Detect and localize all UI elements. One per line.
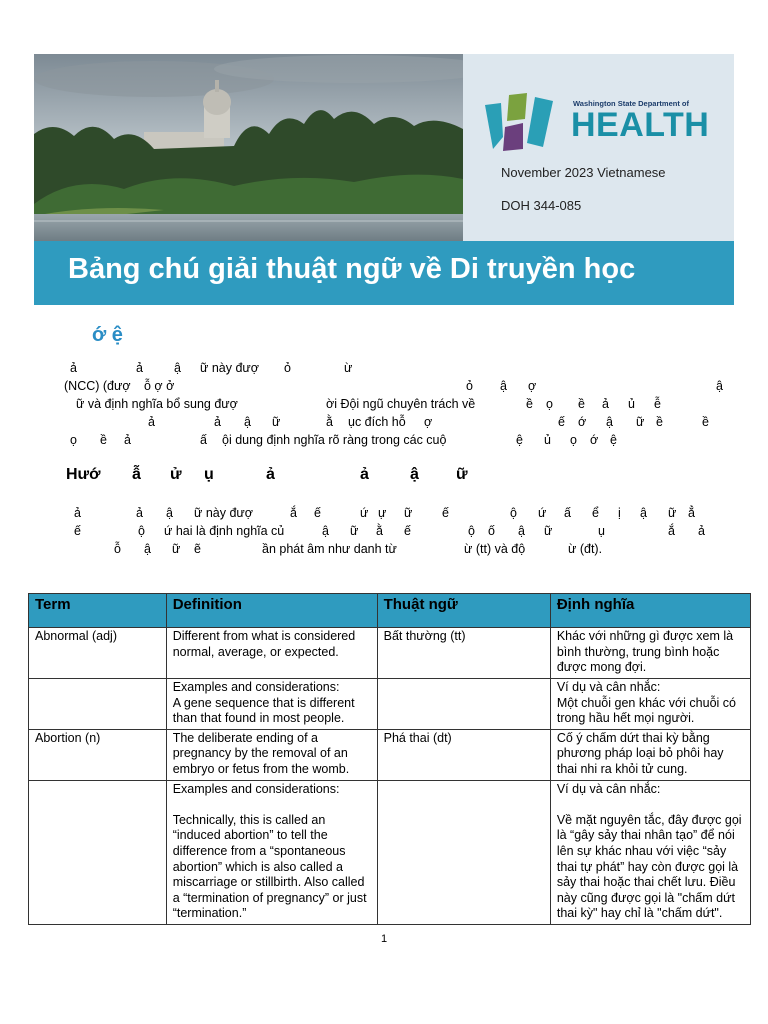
definition-cell: The deliberate ending of a pregnancy by the removal of an embryo or fetus from the womb. [166, 729, 377, 780]
header-definition-vi: Định nghĩa [550, 594, 750, 628]
definition-vi-cell: Ví dụ và cân nhắc: Về mặt nguyên tắc, đây được gọi là “gây sảy thai nhân tạo” để nói lên sự khác nhau với việc “sảy thai tự phát” hay còn được gọi là sảy thai hoặc thai chết lưu. Điều này cũng được gọi là "chấm dứt thai kỳ" hay chỉ là "chấm dứt". [550, 780, 750, 924]
definition-cell: Different from what is considered normal, average, or expected. [166, 628, 377, 679]
term-cell [29, 679, 167, 730]
term-vi-cell: Phá thai (dt) [377, 729, 550, 780]
table-header-row [29, 594, 751, 628]
table-row [29, 780, 751, 924]
page-number: 1 [380, 933, 388, 945]
term-vi-cell: Bất thường (tt) [377, 628, 550, 679]
title-banner [34, 241, 734, 305]
header-photo [34, 54, 463, 241]
definition-cell: Examples and considerations: A gene sequence that is different than that found in most people. [166, 679, 377, 730]
publication-date: November 2023 Vietnamese [501, 165, 666, 180]
definition-vi-cell: Ví dụ và cân nhắc: Một chuỗi gen khác với chuỗi có trong hầu hết mọi người. [550, 679, 750, 730]
table-row [29, 628, 751, 679]
term-vi-cell [377, 780, 550, 924]
logo-panel [463, 54, 734, 241]
page-title: Bảng chú giải thuật ngữ về Di truyền học [68, 253, 636, 285]
intro-heading: ớ ệ [92, 324, 123, 346]
logo-org-text: Washington State Department of [573, 99, 689, 108]
term-vi-cell [377, 679, 550, 730]
table-row [29, 679, 751, 730]
glossary-table [28, 593, 751, 925]
header-definition: Definition [166, 594, 377, 628]
logo-word: HEALTH [571, 106, 710, 144]
definition-vi-cell: Cố ý chấm dứt thai kỳ bằng phương pháp loại bỏ phôi hay thai nhi ra khỏi tử cung. [550, 729, 750, 780]
definition-vi-cell: Khác với những gì được xem là bình thường, trung bình hoặc được mong đợi. [550, 628, 750, 679]
term-cell: Abnormal (adj) [29, 628, 167, 679]
document-number: DOH 344-085 [501, 198, 582, 213]
term-cell [29, 780, 167, 924]
header-term-vi: Thuật ngữ [377, 594, 550, 628]
definition-cell: Examples and considerations: Technically, this is called an “induced abortion” to tell the difference from a “spontaneous abortion” which is also called a miscarriage or stillbirth. Also called a “termination of pregnancy” or just “termination.” [166, 780, 377, 924]
table-row [29, 729, 751, 780]
header-term: Term [29, 594, 167, 628]
doh-logo-icon [483, 91, 567, 153]
term-cell: Abortion (n) [29, 729, 167, 780]
